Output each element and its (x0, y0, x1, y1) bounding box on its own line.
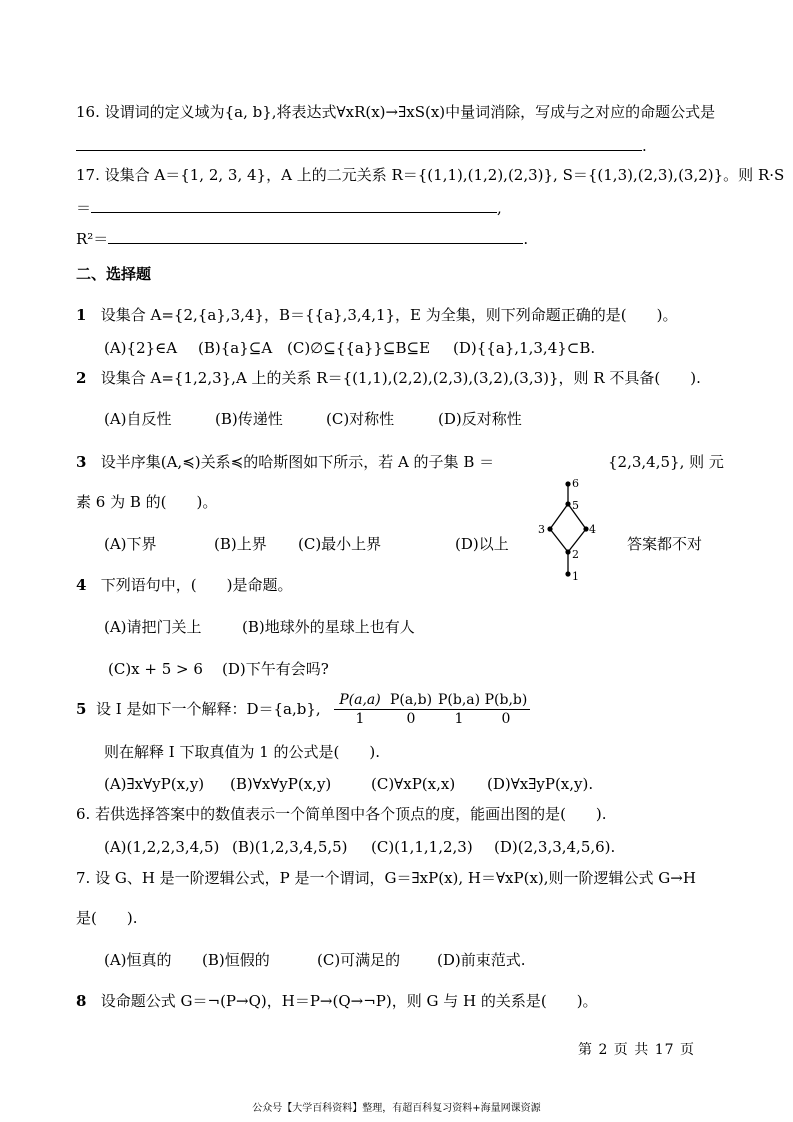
q1-stem (76, 305, 677, 325)
q5-option-a[interactable]: (A)∃x∀yP(x,y) (104, 775, 205, 793)
q4-option-d[interactable]: (D)下午有会吗? (222, 660, 329, 678)
q5-val-pab: 0 (406, 711, 416, 727)
q8-stem (76, 991, 598, 1011)
q6-option-d[interactable]: (D)(2,3,3,4,5,6). (494, 838, 616, 856)
q1-option-b[interactable]: (B){a}⊆A (198, 339, 273, 357)
q5-option-b[interactable]: (B)∀x∀yP(x,y) (230, 775, 332, 793)
q6-text: 6. 若供选择答案中的数值表示一个简单图中各个顶点的度，能画出图的是( ). (76, 805, 607, 823)
q17-text: 17. 设集合 A＝{1, 2, 3, 4}，A 上的二元关系 R＝{(1,1),(1,2),(2,3)}, S＝{(1,3),(2,3),(3,2)}。则 R·S (76, 166, 785, 184)
hasse-diagram (530, 474, 600, 586)
q5-val-paa: 1 (355, 711, 365, 727)
q3-text-a: 设半序集(A,≼)关系≼的哈斯图如下所示，若 A 的子集 B ＝ (100, 453, 495, 471)
q7-text: 7. 设 G、H 是一阶逻辑公式，P 是一个谓词，G＝∃xP(x), H＝∀xP(x),则一阶逻辑公式 G→H (76, 869, 696, 887)
q1-option-a[interactable]: (A){2}∈A (104, 339, 178, 357)
q8-number: 8 (76, 992, 87, 1010)
q4-text: 下列语句中，( )是命题。 (100, 576, 293, 594)
q2-option-c[interactable]: (C)对称性 (326, 410, 395, 428)
hasse-node-5 (565, 501, 570, 506)
q2-option-a[interactable]: (A)自反性 (104, 410, 172, 428)
q3-option-c[interactable]: (C)最小上界 (298, 535, 382, 553)
q6-option-b[interactable]: (B)(1,2,3,4,5,5) (232, 838, 348, 856)
hasse-node-4 (583, 526, 588, 531)
q17-line3-prefix: R²＝ (76, 230, 109, 248)
q4-option-a[interactable]: (A)请把门关上 (104, 618, 202, 636)
hasse-node-2 (565, 549, 570, 554)
q16-blank[interactable] (76, 149, 642, 151)
q4-number: 4 (76, 576, 87, 594)
q4-option-b[interactable]: (B)地球外的星球上也有人 (242, 618, 415, 636)
q3-option-d-tail: 答案都不对 (627, 535, 703, 553)
q5-option-d[interactable]: (D)∀x∃yP(x,y). (487, 775, 594, 793)
q17-rs-blank[interactable] (91, 211, 497, 213)
q5-text: 设 I 是如下一个解释：D＝{a,b}, (95, 700, 321, 718)
q17-line2 (76, 198, 502, 218)
hasse-label-3: 3 (538, 523, 545, 536)
q5-head-pbb: P(b,b) (482, 691, 530, 710)
q5-table-col-1 (334, 691, 386, 728)
q4-stem (76, 575, 292, 595)
section-title: 二、选择题 (76, 265, 152, 283)
q2-option-d[interactable]: (D)反对称性 (438, 410, 522, 428)
hasse-label-2: 2 (572, 548, 579, 561)
q16-text: 16. 设谓词的定义域为{a, b},将表达式∀xR(x)→∃xS(x)中量词消除，写成与之对应的命题公式是 (76, 103, 716, 121)
q3-option-d[interactable]: (D)以上 (455, 535, 509, 553)
page-number: 第 2 页 共 17 页 (578, 1042, 695, 1058)
bottom-note: 公众号【大学百科资料】整理，有超百科复习资料+海量网课资源 (252, 1103, 541, 1114)
q17-line3-end: . (523, 230, 529, 248)
q5-table-col-4 (482, 691, 530, 728)
q2-number: 2 (76, 369, 87, 387)
q8-text: 设命题公式 G＝¬(P→Q)，H＝P→(Q→¬P)，则 G 与 H 的关系是( )。 (100, 992, 598, 1010)
q7-option-b[interactable]: (B)恒假的 (202, 951, 270, 969)
q16-blank-end: . (642, 137, 647, 155)
hasse-label-6: 6 (572, 477, 579, 490)
q5-table-col-3 (436, 691, 482, 728)
q17-line3 (76, 229, 528, 249)
q3-stem (76, 452, 494, 472)
hasse-label-5: 5 (572, 499, 579, 512)
hasse-node-6 (565, 481, 570, 486)
q3-number: 3 (76, 453, 87, 471)
q7-option-d[interactable]: (D)前束范式. (437, 951, 526, 969)
q5-head-pba: P(b,a) (438, 692, 481, 708)
q5-option-c[interactable]: (C)∀xP(x,x) (371, 775, 456, 793)
q1-number: 1 (76, 306, 87, 324)
q6-option-c[interactable]: (C)(1,1,1,2,3) (371, 838, 473, 856)
q7-option-c[interactable]: (C)可满足的 (317, 951, 401, 969)
q1-text: 设集合 A={2,{a},3,4}，B＝{{a},3,4,1}，E 为全集，则下列命题正确的是( )。 (100, 306, 678, 324)
q16-answer-line (76, 136, 647, 156)
q1-option-d[interactable]: (D){{a},1,3,4}⊂B. (453, 339, 596, 357)
q5-val-pbb: 0 (501, 711, 511, 727)
q5-head-paa: P(a,a) (334, 691, 386, 710)
hasse-node-1 (565, 571, 570, 576)
q5-number: 5 (76, 700, 87, 718)
hasse-label-4: 4 (589, 523, 596, 536)
q6-option-a[interactable]: (A)(1,2,2,3,4,5) (104, 838, 220, 856)
q5-head-pab: P(a,b) (386, 691, 436, 710)
q1-option-c[interactable]: (C)∅⊆{{a}}⊆B⊆E (287, 339, 431, 357)
q3-option-b[interactable]: (B)上界 (214, 535, 267, 553)
q2-stem (76, 368, 701, 388)
hasse-node-3 (547, 526, 552, 531)
q17-line2-end: , (497, 199, 502, 217)
q17-line2-prefix: ＝ (76, 199, 92, 217)
q7-line2: 是( ). (76, 909, 138, 927)
q3-text-c: 素 6 为 B 的( )。 (76, 493, 218, 511)
q3-text-b: {2,3,4,5}, 则 元 (608, 453, 724, 471)
q4-option-c[interactable]: (C)x + 5 > 6 (108, 660, 203, 678)
q2-option-b[interactable]: (B)传递性 (215, 410, 283, 428)
hasse-label-1: 1 (572, 570, 579, 583)
q5-line2: 则在解释 I 下取真值为 1 的公式是( ). (104, 743, 381, 761)
q5-stem (76, 699, 321, 719)
q17-r2-blank[interactable] (108, 242, 523, 244)
q3-option-a[interactable]: (A)下界 (104, 535, 157, 553)
q7-option-a[interactable]: (A)恒真的 (104, 951, 172, 969)
q5-val-pba: 1 (454, 711, 464, 727)
q2-text: 设集合 A={1,2,3},A 上的关系 R＝{(1,1),(2,2),(2,3),(3,2),(3,3)}，则 R 不具备( ). (100, 369, 701, 387)
q5-table-col-2 (386, 691, 436, 728)
